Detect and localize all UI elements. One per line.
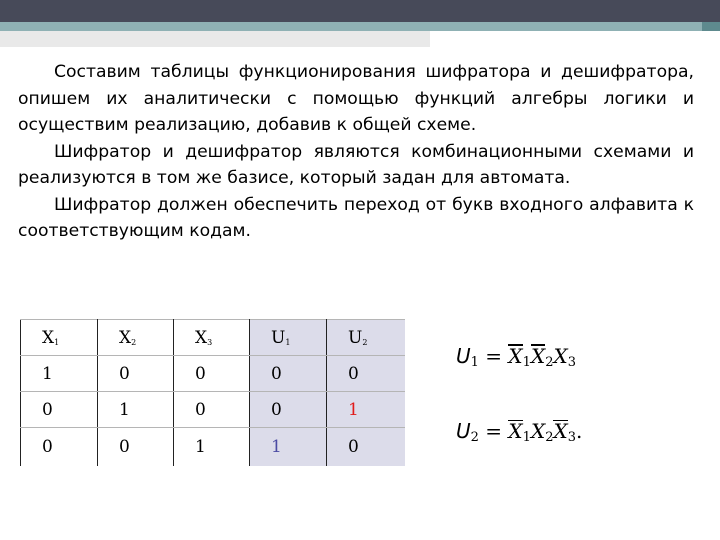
paragraph-3: Шифратор должен обеспечить переход от букв входного алфавита к соответствующим кодам.	[18, 194, 694, 241]
table-cell: 0	[21, 428, 98, 467]
negated-term: X	[508, 344, 523, 368]
table-cell: 0	[21, 392, 98, 428]
table-cell: 0	[174, 392, 250, 428]
paragraph-2: Шифратор и дешифратор являются комбинационными схемами и реализуются в том же базисе, который задан для автомата.	[18, 141, 694, 188]
table-cell: 1	[98, 392, 174, 428]
header-x1: $X_1$	[21, 320, 98, 356]
paragraph-1: Составим таблицы функционирования шифратора и дешифратора, опишем их аналитически с помощью функций алгебры логики и осуществим реализацию, добавив к общей схеме.	[18, 62, 694, 135]
table-cell: 1	[21, 356, 98, 392]
table-row	[21, 428, 406, 467]
table-row	[21, 392, 406, 428]
table-cell: 0	[327, 428, 406, 467]
header-teal-bar	[0, 22, 720, 31]
negated-term: X	[508, 419, 523, 443]
formula-u1: U1 = X1X2X3	[456, 344, 576, 370]
table-cell: 0	[250, 356, 327, 392]
formula-u2: U2 = X1X2X3.	[456, 419, 583, 445]
body-text	[18, 59, 694, 245]
table-cell: 0	[327, 356, 406, 392]
table-cell: 1	[174, 428, 250, 467]
header-teal-accent	[702, 22, 720, 31]
table-cell: 0	[174, 356, 250, 392]
header-u2: $U_2$	[327, 320, 406, 356]
table-cell: 0	[98, 428, 174, 467]
negated-term: X	[553, 419, 568, 443]
negated-term: X	[530, 344, 546, 368]
table-header-row	[21, 320, 406, 356]
table-cell-highlight: 1	[327, 392, 406, 428]
table-cell: 0	[98, 356, 174, 392]
truth-table	[20, 319, 405, 466]
header-dark-bar	[0, 0, 720, 22]
header-x3: $X_3$	[174, 320, 250, 356]
header-x2: $X_2$	[98, 320, 174, 356]
table-row	[21, 356, 406, 392]
table-cell-highlight: 1	[250, 428, 327, 467]
table-cell: 0	[250, 392, 327, 428]
header-u1: $U_1$	[250, 320, 327, 356]
header-grey-bar	[0, 31, 430, 47]
